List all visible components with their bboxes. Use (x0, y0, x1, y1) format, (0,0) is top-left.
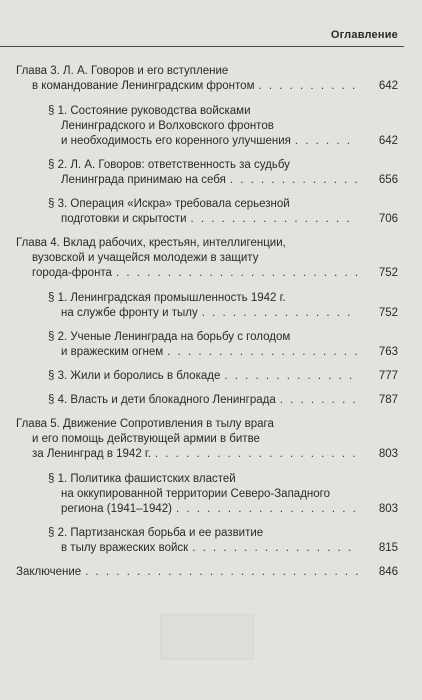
toc-entry-line: § 2. Ученые Ленинграда на борьбу с голодом (48, 331, 291, 343)
dot-leader (295, 134, 358, 149)
toc-page-number: 846 (378, 566, 398, 578)
toc-entry-line (0, 173, 422, 188)
toc-entry-line (0, 79, 422, 94)
toc-section-entry[interactable] (0, 197, 422, 227)
toc-page-number: 752 (378, 267, 398, 279)
faint-stamp-mark (160, 614, 254, 660)
toc-entry-text: и необходимость его коренного улучшения (61, 135, 291, 147)
toc-entry-line (0, 212, 422, 227)
toc-entry-line (0, 266, 422, 281)
dot-leader (191, 212, 359, 227)
dot-leader (280, 393, 358, 408)
toc-entry-line: § 1. Политика фашистских властей (48, 473, 236, 485)
toc-entry-text: на службе фронту и тылу (61, 307, 198, 319)
toc-page-number: 642 (378, 135, 398, 147)
header-divider (0, 46, 404, 47)
toc-entry-text: региона (1941–1942) (61, 503, 172, 515)
toc-page-number: 815 (378, 542, 398, 554)
toc-page-number: 656 (378, 174, 398, 186)
toc-page-number: 752 (378, 307, 398, 319)
toc-entry-line (0, 369, 422, 384)
dot-leader (116, 266, 358, 281)
toc-page-number: 787 (378, 394, 398, 406)
toc-page-number: 803 (378, 448, 398, 460)
toc-entry-line: § 1. Состояние руководства войсками (48, 105, 251, 117)
toc-entry-text: § 4. Власть и дети блокадного Ленинграда (48, 394, 276, 406)
running-header (0, 0, 422, 46)
toc-page-number: 706 (378, 213, 398, 225)
toc-page-number: 777 (378, 370, 398, 382)
toc-entry-line (0, 447, 422, 462)
toc-entry-text: в командование Ленинградским фронтом (32, 80, 255, 92)
toc-entry-line (0, 306, 422, 321)
toc-entry-text: Ленинграда принимаю на себя (61, 174, 226, 186)
toc-entry-text: за Ленинград в 1942 г. (32, 448, 151, 460)
dot-leader (230, 173, 358, 188)
dot-leader (192, 541, 358, 556)
toc-entry-text: § 3. Жили и боролись в блокаде (48, 370, 221, 382)
toc-section-entry[interactable] (0, 158, 422, 188)
toc-entry-line (0, 345, 422, 360)
dot-leader (202, 306, 358, 321)
toc-chapter-entry[interactable] (0, 565, 422, 580)
toc-entry-text: и вражеским огнем (61, 346, 164, 358)
toc-entry-line: § 3. Операция «Искра» требовала серьезной (48, 198, 290, 210)
dot-leader (85, 565, 358, 580)
toc-entry-line: и его помощь действующей армии в битве (32, 433, 260, 445)
toc-entry-line: § 2. Партизанская борьба и ее развитие (48, 527, 264, 539)
toc-chapter-entry[interactable] (0, 417, 422, 462)
toc-entry-line (0, 541, 422, 556)
toc-entry-line (0, 565, 422, 580)
dot-leader (155, 447, 358, 462)
toc-section-entry[interactable] (0, 291, 422, 321)
toc-entry-line: § 1. Ленинградская промышленность 1942 г. (48, 292, 286, 304)
toc-entry-line: вузовской и учащейся молодежи в защиту (32, 252, 259, 264)
toc-entry-line: Ленинградского и Волховского фронтов (61, 120, 274, 132)
toc-entry-text: Заключение (16, 566, 82, 578)
toc-section-entry[interactable] (0, 526, 422, 556)
toc-entry-line: § 2. Л. А. Говоров: ответственность за судьбу (48, 159, 290, 171)
dot-leader (167, 345, 358, 360)
toc-section-entry[interactable] (0, 330, 422, 360)
toc-entry-line: Глава 3. Л. А. Говоров и его вступление (16, 65, 229, 77)
table-of-contents (0, 64, 422, 590)
toc-entry-text: подготовки и скрытости (61, 213, 187, 225)
toc-entry-text: в тылу вражеских войск (61, 542, 189, 554)
toc-chapter-entry[interactable] (0, 64, 422, 94)
toc-section-entry[interactable] (0, 369, 422, 384)
toc-entry-line: Глава 4. Вклад рабочих, крестьян, интеллигенции, (16, 237, 286, 249)
toc-section-entry[interactable] (0, 472, 422, 517)
toc-page-number: 763 (378, 346, 398, 358)
dot-leader (224, 369, 358, 384)
toc-section-entry[interactable] (0, 393, 422, 408)
toc-entry-line (0, 393, 422, 408)
toc-chapter-entry[interactable] (0, 236, 422, 281)
dot-leader (176, 502, 358, 517)
toc-page-number: 803 (378, 503, 398, 515)
toc-entry-line: на оккупированной территории Северо-Западного (61, 488, 330, 500)
toc-entry-text: города-фронта (32, 267, 112, 279)
running-header-title: Оглавление (330, 29, 398, 41)
toc-section-entry[interactable] (0, 104, 422, 149)
toc-entry-line: Глава 5. Движение Сопротивления в тылу врага (16, 418, 274, 430)
toc-entry-line (0, 502, 422, 517)
dot-leader (258, 79, 358, 94)
toc-page-number: 642 (378, 80, 398, 92)
toc-entry-line (0, 134, 422, 149)
